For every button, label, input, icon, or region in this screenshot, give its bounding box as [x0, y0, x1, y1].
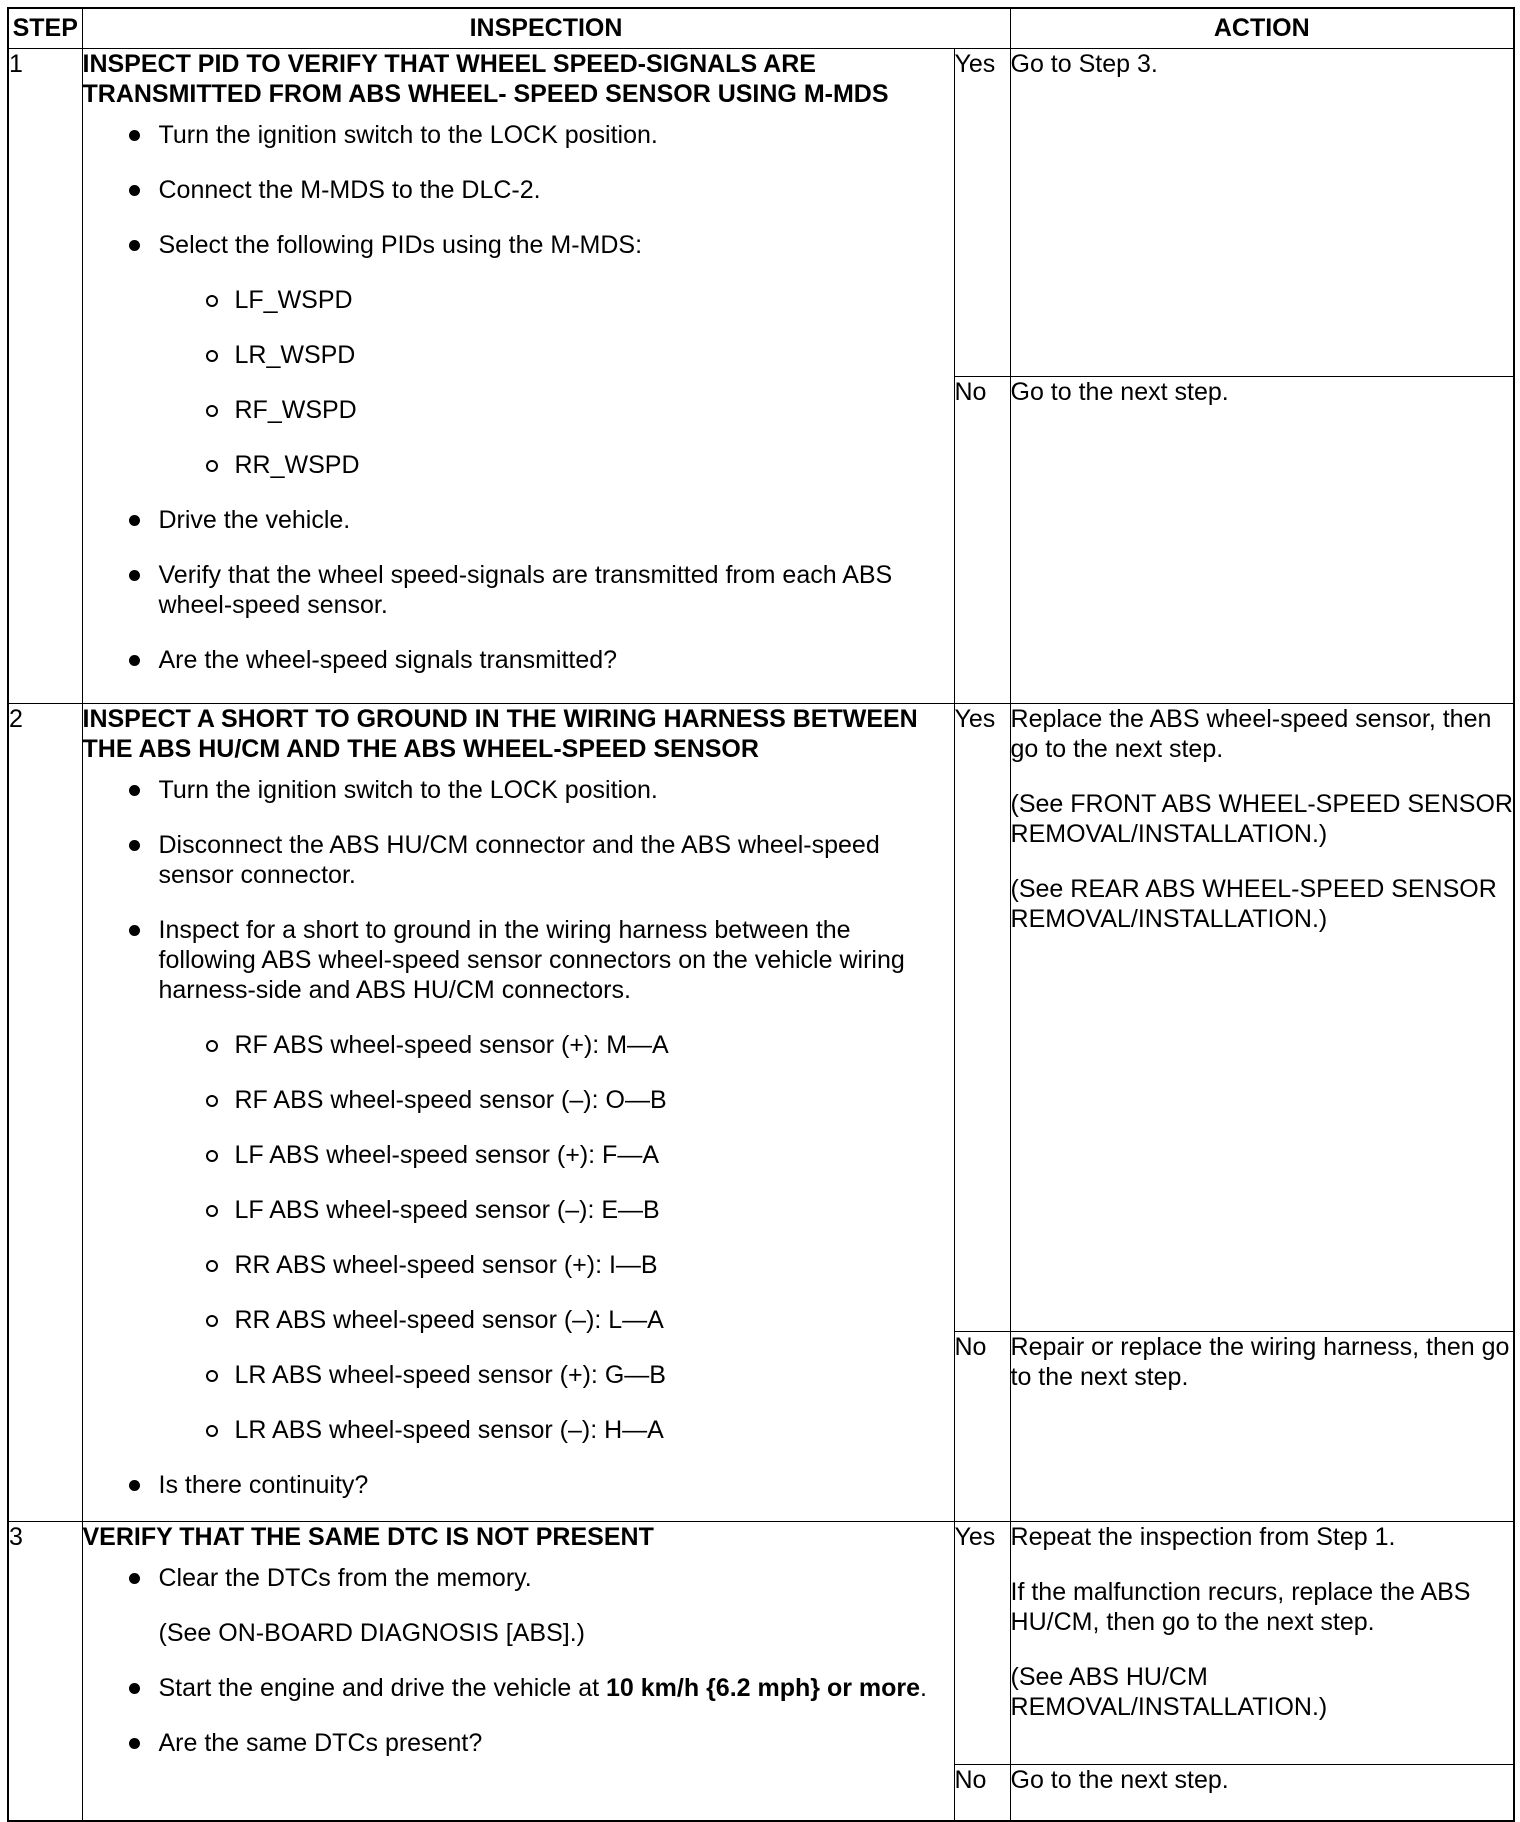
step-1-title: INSPECT PID TO VERIFY THAT WHEEL SPEED-SIGNALS ARE TRANSMITTED FROM ABS WHEEL- SPEED SENSOR USING M-MDS	[82, 49, 889, 108]
step-1-bullet: Drive the vehicle.	[83, 505, 954, 535]
step-1-pid-item: LF_WSPD	[83, 285, 954, 315]
step-2-bullet: Inspect for a short to ground in the wiring harness between the following ABS wheel-speed sensor connectors on the vehicle wiring harness-side and ABS HU/CM connectors.	[83, 915, 954, 1005]
step-1-bullet: Verify that the wheel speed-signals are transmitted from each ABS wheel-speed sensor.	[83, 560, 954, 620]
step-3-bullet	[83, 1673, 954, 1703]
bullet-text: .	[920, 1673, 927, 1702]
action-reference: (See ABS HU/CM REMOVAL/INSTALLATION.)	[1010, 1662, 1328, 1721]
action-text: Go to the next step.	[1010, 377, 1229, 406]
step-2-connector-item: LR ABS wheel-speed sensor (–): H—A	[83, 1415, 954, 1445]
step-2-connector-item: RR ABS wheel-speed sensor (–): L—A	[83, 1305, 954, 1335]
step-2-inspection	[82, 703, 954, 1521]
step-1-yes-action	[1010, 48, 1514, 376]
step-1-bullet: Turn the ignition switch to the LOCK position.	[83, 120, 954, 150]
step-2-number: 2	[8, 703, 82, 1521]
step-2-yes-label: Yes	[954, 703, 1010, 1331]
action-reference: (See REAR ABS WHEEL-SPEED SENSOR REMOVAL/INSTALLATION.)	[1010, 874, 1497, 933]
step-2-no-action	[1010, 1331, 1514, 1521]
step-3-title: VERIFY THAT THE SAME DTC IS NOT PRESENT	[82, 1522, 654, 1551]
action-text: Repeat the inspection from Step 1.	[1010, 1522, 1396, 1551]
step-2-connector-item: LF ABS wheel-speed sensor (+): F—A	[83, 1140, 954, 1170]
bullet-text: Start the engine and drive the vehicle at	[158, 1673, 607, 1702]
action-text: Replace the ABS wheel-speed sensor, then go to the next step.	[1010, 704, 1492, 763]
action-header: ACTION	[1010, 8, 1514, 48]
step-2-yes-row	[8, 703, 1514, 1331]
step-2-connector-item: RF ABS wheel-speed sensor (+): M—A	[83, 1030, 954, 1060]
step-header: STEP	[8, 8, 82, 48]
speed-spec: 10 km/h {6.2 mph} or more	[606, 1673, 921, 1702]
step-1-bullet: Select the following PIDs using the M-MDS:	[83, 230, 954, 260]
step-1-inspection	[82, 48, 954, 703]
step-1-question: Are the wheel-speed signals transmitted?	[83, 645, 954, 675]
action-text: Go to the next step.	[1010, 1765, 1229, 1794]
step-2-bullet: Disconnect the ABS HU/CM connector and the ABS wheel-speed sensor connector.	[83, 830, 954, 890]
step-1-pid-item: LR_WSPD	[83, 340, 954, 370]
step-2-connector-item: RF ABS wheel-speed sensor (–): O—B	[83, 1085, 954, 1115]
step-3-note: (See ON-BOARD DIAGNOSIS [ABS].)	[158, 1618, 585, 1647]
step-3-yes-row	[8, 1521, 1514, 1764]
step-2-no-label: No	[954, 1331, 1010, 1521]
step-2-connector-item: LR ABS wheel-speed sensor (+): G—B	[83, 1360, 954, 1390]
action-text: Go to Step 3.	[1010, 49, 1158, 78]
step-3-yes-label: Yes	[954, 1521, 1010, 1764]
step-2-bullet: Turn the ignition switch to the LOCK position.	[83, 775, 954, 805]
step-1-pid-item: RR_WSPD	[83, 450, 954, 480]
step-1-number: 1	[8, 48, 82, 703]
step-1-pid-item: RF_WSPD	[83, 395, 954, 425]
step-1-no-action	[1010, 376, 1514, 703]
step-2-yes-action	[1010, 703, 1514, 1331]
action-reference: (See FRONT ABS WHEEL-SPEED SENSOR REMOVAL/INSTALLATION.)	[1010, 789, 1513, 848]
step-3-question: Are the same DTCs present?	[83, 1728, 954, 1758]
inspection-header: INSPECTION	[82, 8, 1010, 48]
header-row	[8, 8, 1514, 48]
diagnostic-table	[7, 7, 1515, 1822]
step-3-bullet: Clear the DTCs from the memory.	[83, 1563, 954, 1593]
step-1-yes-row	[8, 48, 1514, 376]
step-2-title: INSPECT A SHORT TO GROUND IN THE WIRING HARNESS BETWEEN THE ABS HU/CM AND THE ABS WHEEL-SPEED SENSOR	[82, 704, 918, 763]
action-text: If the malfunction recurs, replace the ABS HU/CM, then go to the next step.	[1010, 1577, 1471, 1636]
step-2-question: Is there continuity?	[83, 1470, 954, 1500]
step-1-bullet: Connect the M-MDS to the DLC-2.	[83, 175, 954, 205]
step-3-yes-action	[1010, 1521, 1514, 1764]
step-2-connector-item: RR ABS wheel-speed sensor (+): I—B	[83, 1250, 954, 1280]
step-1-yes-label: Yes	[954, 48, 1010, 376]
step-3-inspection	[82, 1521, 954, 1821]
step-3-no-label: No	[954, 1764, 1010, 1821]
step-1-no-label: No	[954, 376, 1010, 703]
step-3-number: 3	[8, 1521, 82, 1821]
action-text: Repair or replace the wiring harness, then go to the next step.	[1010, 1332, 1510, 1391]
step-3-no-action	[1010, 1764, 1514, 1821]
step-2-connector-item: LF ABS wheel-speed sensor (–): E—B	[83, 1195, 954, 1225]
